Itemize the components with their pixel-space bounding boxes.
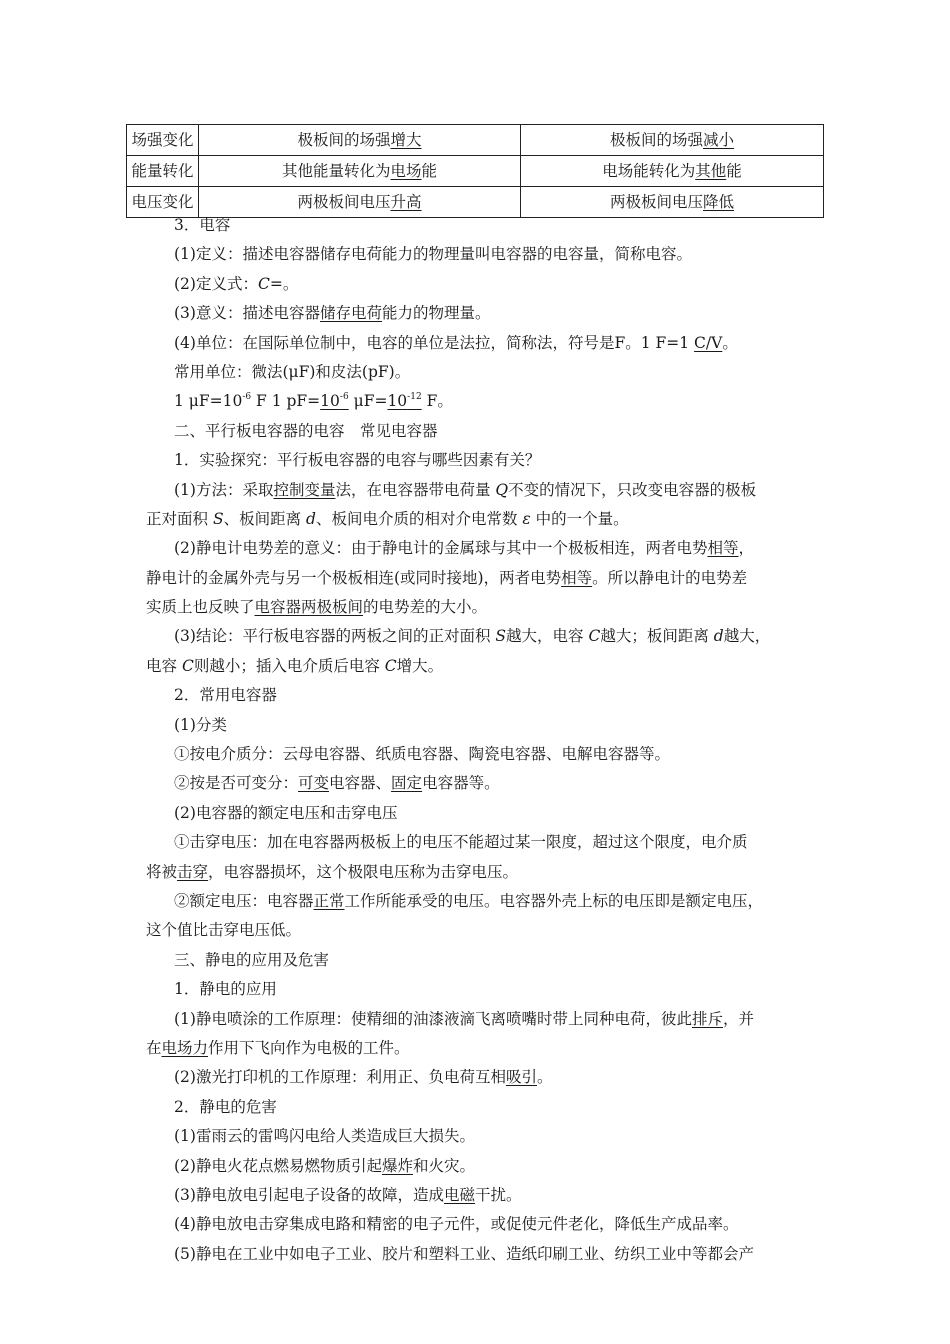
table-cell: 电场能转化为其他能 (521, 156, 824, 187)
paragraph-line: (3)意义：描述电容器储存电荷能力的物理量。 (174, 304, 491, 323)
paragraph-line: (2)静电火花点燃易燃物质引起爆炸和火灾。 (174, 1156, 475, 1175)
table-cell: 其他能量转化为电场能 (199, 156, 521, 187)
paragraph-line: 正对面积 S、板间距离 d、板间电介质的相对介电常数 ε 中的一个量。 (146, 509, 629, 528)
table-cell: 两极板间电压降低 (521, 187, 824, 218)
paragraph-line: 常用单位：微法(μF)和皮法(pF)。 (174, 362, 411, 381)
paragraph-line: (1)雷雨云的雷鸣闪电给人类造成巨大损失。 (174, 1127, 475, 1146)
body-text (146, 211, 806, 1269)
paragraph-line: (1)分类 (174, 715, 227, 734)
paragraph-line: 将被击穿，电容器损坏，这个极限电压称为击穿电压。 (146, 862, 519, 881)
paragraph-line: (2)激光打印机的工作原理：利用正、负电荷互相吸引。 (174, 1068, 553, 1087)
paragraph-line: 静电计的金属外壳与另一个极板相连(或同时接地)，两者电势相等。所以静电计的电势差 (146, 568, 748, 587)
paragraph-line: ②按是否可变分：可变电容器、固定电容器等。 (174, 774, 500, 793)
paragraph-line: 1 $\mu F=10^{-6}$ F 1 $pF=10^{-6}$ $\mu F=10^{-12}$ F。 (174, 392, 453, 411)
paragraph-line: 这个值比击穿电压低。 (146, 921, 302, 940)
paragraph-line: 实质上也反映了电容器两极板间的电势差的大小。 (146, 598, 488, 617)
subsection-heading: 2．常用电容器 (174, 686, 277, 705)
paragraph-line: (2)静电计电势差的意义：由于静电计的金属球与其中一个极板相连，两者电势相等， (174, 539, 754, 558)
subsection-heading: 1．静电的应用 (174, 980, 277, 999)
paragraph-line: (4)静电放电击穿集成电路和精密的电子元件，或促使元件老化，降低生产成品率。 (174, 1215, 739, 1234)
paragraph-line: ①按电介质分：云母电容器、纸质电容器、陶瓷电容器、电解电容器等。 (174, 745, 671, 764)
section-heading: 3．电容 (174, 216, 231, 234)
table-cell: 极板间的场强减小 (521, 125, 824, 156)
table-row (127, 156, 824, 187)
paragraph-line: ②额定电压：电容器正常工作所能承受的电压。电容器外壳上标的电压即是额定电压， (174, 891, 764, 910)
table-cell: 极板间的场强增大 (199, 125, 521, 156)
paragraph-line: 在电场力作用下飞向作为电极的工件。 (146, 1038, 410, 1057)
paragraph-line: 电容 C则越小；插入电介质后电容 C增大。 (146, 656, 444, 675)
subsection-heading: 2．静电的危害 (174, 1097, 277, 1116)
paragraph-line: (3)结论：平行板电容器的两板之间的正对面积 S越大，电容 C越大；板间距离 d越大， (174, 627, 771, 646)
table-cell: 两极板间电压升高 (199, 187, 521, 218)
paragraph-line: (4)单位：在国际单位制中，电容的单位是法拉，简称法，符号是F。1 F=1 C/V。 (174, 333, 738, 352)
table-row (127, 125, 824, 156)
row-label: 能量转化 (127, 156, 199, 187)
row-label: 场强变化 (127, 125, 199, 156)
paragraph-line: (1)定义：描述电容器储存电荷能力的物理量叫电容器的电容量，简称电容。 (174, 245, 692, 264)
paragraph-line: (2)定义式：C=。 (174, 274, 299, 293)
section-heading: 三、静电的应用及危害 (174, 950, 330, 969)
paragraph-line: (1)静电喷涂的工作原理：使精细的油漆液滴飞离喷嘴时带上同种电荷，彼此排斥，并 (174, 1009, 754, 1028)
paragraph-line: ①击穿电压：加在电容器两极板上的电压不能超过某一限度，超过这个限度，电介质 (174, 833, 748, 852)
paragraph-line: (3)静电放电引起电子设备的故障，造成电磁干扰。 (174, 1185, 522, 1204)
paragraph-line: (5)静电在工业中如电子工业、胶片和塑料工业、造纸印刷工业、纺织工业中等都会产 (174, 1244, 754, 1263)
subsection-heading: 1．实验探究：平行板电容器的电容与哪些因素有关？ (174, 451, 541, 470)
paragraph-line: (1)方法：采取控制变量法，在电容器带电荷量 Q不变的情况下，只改变电容器的极板 (174, 480, 757, 499)
comparison-table (126, 124, 824, 218)
section-heading: 二、平行板电容器的电容 常见电容器 (174, 421, 438, 440)
paragraph-line: (2)电容器的额定电压和击穿电压 (174, 803, 398, 822)
row-label: 电压变化 (127, 187, 199, 218)
